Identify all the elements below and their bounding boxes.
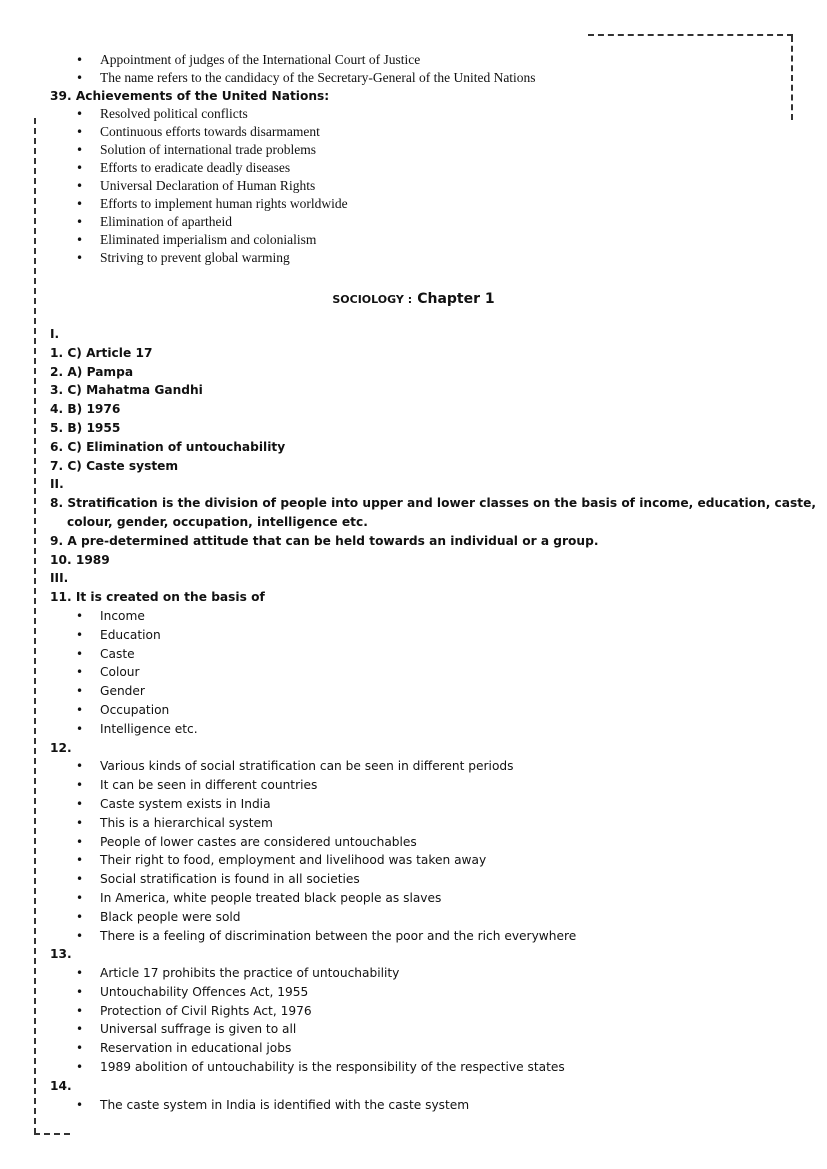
list-item: • Income	[50, 607, 800, 626]
question-39-heading: 39. Achievements of the United Nations:	[50, 89, 330, 103]
list-item: • Their right to food, employment and livelihood was taken away	[50, 851, 800, 870]
list-item: • People of lower castes are considered untouchables	[50, 833, 800, 852]
list-item: • Appointment of judges of the International Court of Justice	[50, 51, 800, 69]
list-item: • Article 17 prohibits the practice of untouchability	[50, 964, 800, 983]
answer-line: 2. A) Pampa	[50, 364, 134, 379]
list-item: • It can be seen in different countries	[50, 776, 800, 795]
list-item: • Universal Declaration of Human Rights	[50, 177, 800, 195]
answer-line: 3. C) Mahatma Gandhi	[50, 383, 203, 398]
list-item: • Resolved political conflicts	[50, 105, 800, 123]
part-3-label: III.	[50, 571, 69, 586]
list-item: • Universal suffrage is given to all	[50, 1020, 800, 1039]
answer-line: 1. C) Article 17	[50, 345, 153, 360]
answer-line: 4. B) 1976	[50, 402, 121, 417]
list-item: • This is a hierarchical system	[50, 814, 800, 833]
answer-8-line-1: 8. Stratification is the division of people into upper and lower classes on the basis of income, education, caste,	[50, 496, 816, 511]
list-item: • The caste system in India is identified with the caste system	[50, 1096, 800, 1115]
page-border-top	[588, 34, 793, 36]
list-item: • Elimination of apartheid	[50, 213, 800, 231]
list-item: • Gender	[50, 682, 800, 701]
answer-line: 7. C) Caste system	[50, 458, 179, 473]
list-item: • Continuous efforts towards disarmament	[50, 123, 800, 141]
question-14-heading: 14.	[50, 1078, 72, 1093]
list-item: • Efforts to implement human rights worldwide	[50, 195, 800, 213]
list-item: • Education	[50, 626, 800, 645]
section-title	[0, 288, 827, 307]
answers-section	[50, 325, 816, 1114]
list-item: • Colour	[50, 663, 800, 682]
list-item: • Efforts to eradicate deadly diseases	[50, 159, 800, 177]
answer-8-line-2: colour, gender, occupation, intelligence etc.	[67, 514, 368, 529]
part-2-label: II.	[50, 477, 64, 492]
question-12-heading: 12.	[50, 740, 72, 755]
list-item: • Protection of Civil Rights Act, 1976	[50, 1002, 800, 1021]
list-item: • Caste	[50, 645, 800, 664]
list-item: • Striving to prevent global warming	[50, 249, 800, 267]
question-11-heading: 11. It is created on the basis of	[50, 590, 265, 605]
list-item: • There is a feeling of discrimination between the poor and the rich everywhere	[50, 927, 800, 946]
list-item: • Untouchability Offences Act, 1955	[50, 983, 800, 1002]
page-border-bottom	[34, 1133, 70, 1135]
list-item: • The name refers to the candidacy of the Secretary-General of the United Nations	[50, 69, 800, 87]
list-item: • Various kinds of social stratification can be seen in different periods	[50, 757, 800, 776]
answer-9: 9. A pre-determined attitude that can be held towards an individual or a group.	[50, 533, 599, 548]
page-border-left	[34, 118, 36, 1134]
list-item: • In America, white people treated black people as slaves	[50, 889, 800, 908]
list-item: • Black people were sold	[50, 908, 800, 927]
list-item: • Social stratification is found in all societies	[50, 870, 800, 889]
question-13-heading: 13.	[50, 947, 72, 962]
list-item: • Eliminated imperialism and colonialism	[50, 231, 800, 249]
chapter-label: Chapter 1	[417, 291, 495, 307]
list-item: • Reservation in educational jobs	[50, 1039, 800, 1058]
list-item: • 1989 abolition of untouchability is the responsibility of the respective states	[50, 1058, 800, 1077]
part-1-label: I.	[50, 327, 60, 341]
list-item: • Solution of international trade problems	[50, 141, 800, 159]
list-item: • Caste system exists in India	[50, 795, 800, 814]
answer-line: 5. B) 1955	[50, 420, 121, 435]
list-item: • Occupation	[50, 701, 800, 720]
un-section	[50, 51, 800, 267]
answer-line: 6. C) Elimination of untouchability	[50, 439, 286, 454]
subject-label: SOCIOLOGY :	[332, 293, 413, 306]
answer-10: 10. 1989	[50, 552, 110, 567]
list-item: • Intelligence etc.	[50, 720, 800, 739]
